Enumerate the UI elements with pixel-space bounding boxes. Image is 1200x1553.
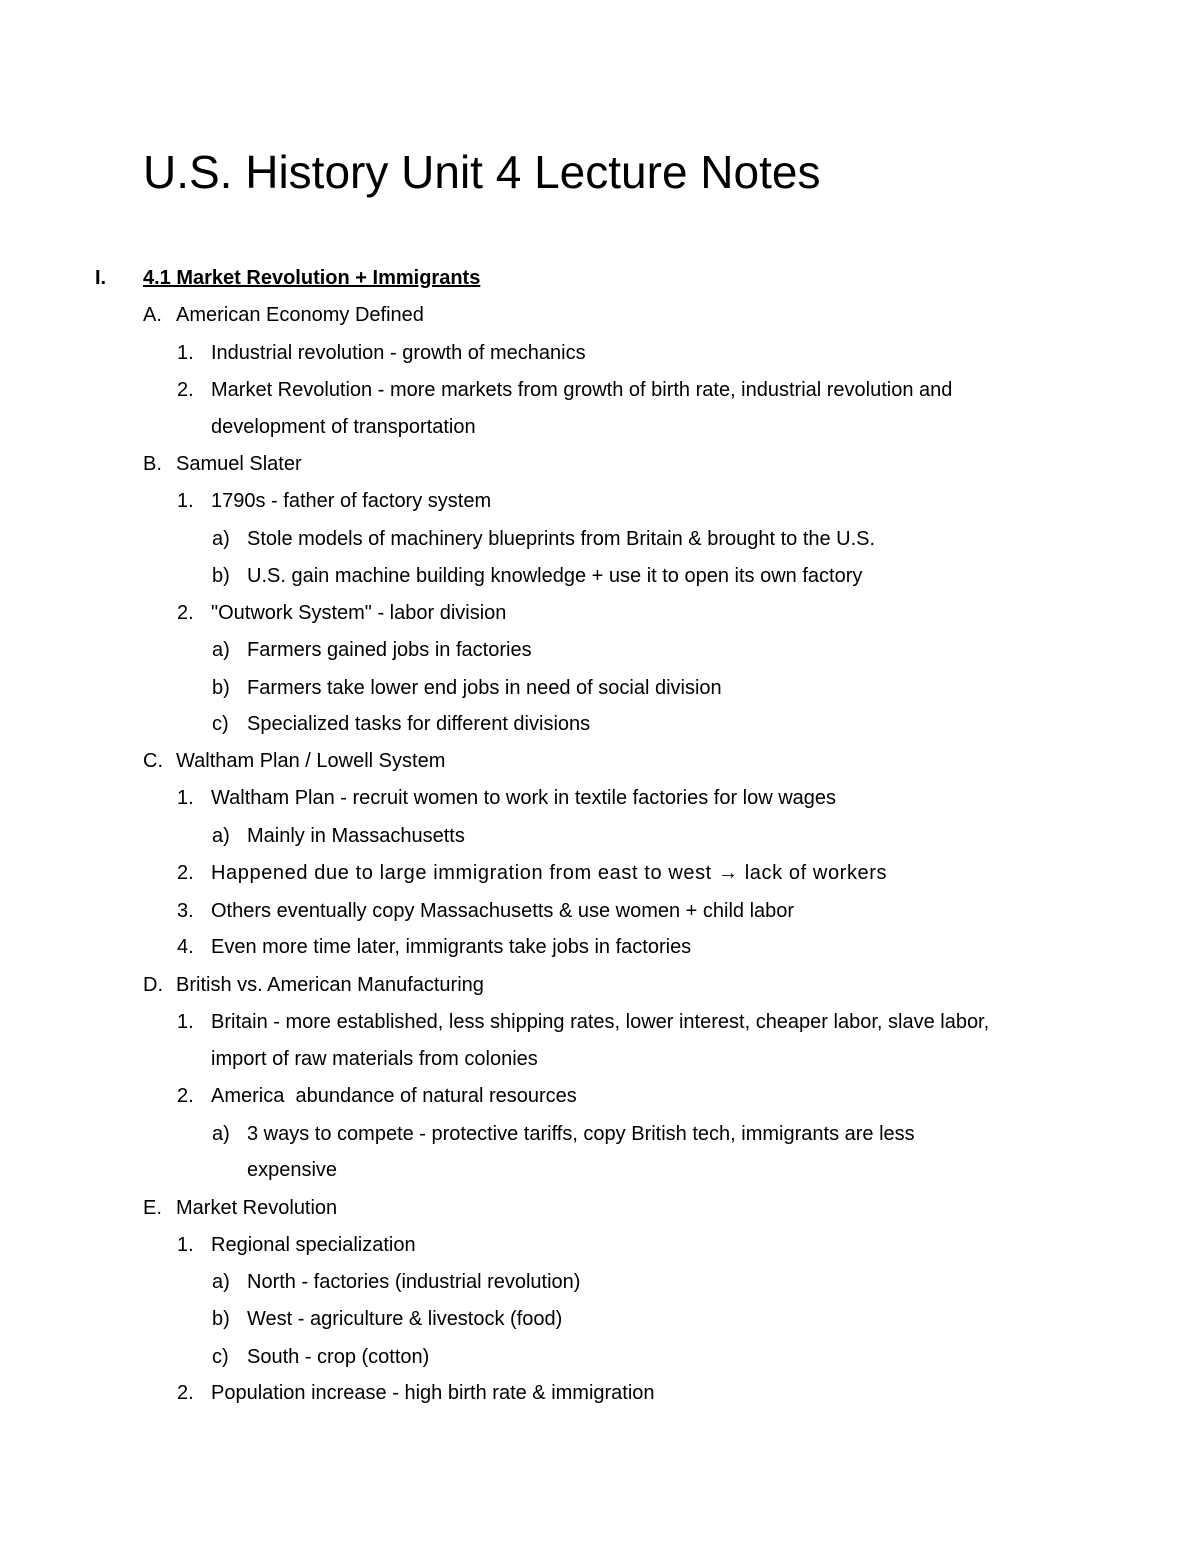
item-marker: a)	[212, 528, 230, 550]
item-text: "Outwork System" - labor division	[211, 602, 507, 624]
item-marker: b)	[212, 677, 230, 699]
item-text: Farmers gained jobs in factories	[247, 639, 532, 661]
item-text: Population increase - high birth rate & immigration	[211, 1382, 655, 1404]
item-text: Even more time later, immigrants take jobs in factories	[211, 936, 692, 958]
item-text: Market Revolution - more markets from growth of birth rate, industrial revolution and	[211, 379, 953, 401]
item-text: South - crop (cotton)	[247, 1346, 430, 1368]
item-text: American Economy Defined	[176, 304, 424, 326]
item-text: Waltham Plan / Lowell System	[176, 750, 446, 772]
item-text: North - factories (industrial revolution)	[247, 1271, 581, 1293]
item-text: Market Revolution	[176, 1197, 338, 1219]
item-marker: c)	[212, 1346, 229, 1368]
item-marker: a)	[212, 639, 230, 661]
item-marker: 3.	[177, 900, 194, 922]
item-marker: 2.	[177, 379, 194, 401]
item-marker: 2.	[177, 602, 194, 624]
item-marker: 2.	[177, 1085, 194, 1107]
item-text: U.S. gain machine building knowledge + use it to open its own factory	[247, 565, 863, 587]
item-marker: 1.	[177, 1011, 194, 1033]
item-marker: 2.	[177, 1382, 194, 1404]
item-text: West - agriculture & livestock (food)	[247, 1308, 563, 1330]
item-marker: C.	[143, 750, 163, 772]
item-marker: B.	[143, 453, 162, 475]
item-text-continued: development of transportation	[211, 416, 476, 438]
item-marker: D.	[143, 974, 163, 996]
item-text: Stole models of machinery blueprints from Britain & brought to the U.S.	[247, 528, 876, 550]
item-text: 3 ways to compete - protective tariffs, copy British tech, immigrants are less	[247, 1123, 915, 1145]
item-marker: 1.	[177, 787, 194, 809]
item-marker: 2.	[177, 862, 194, 884]
item-marker: b)	[212, 565, 230, 587]
item-text: Mainly in Massachusetts	[247, 825, 465, 847]
item-text-continued: expensive	[247, 1159, 338, 1181]
item-marker: 1.	[177, 490, 194, 512]
section-number: I.	[95, 267, 107, 289]
section-heading: 4.1 Market Revolution + Immigrants	[143, 267, 481, 289]
item-text: Industrial revolution - growth of mechanics	[211, 342, 586, 364]
item-text: Britain - more established, less shipping rates, lower interest, cheaper labor, slave labor,	[211, 1011, 990, 1033]
item-text: British vs. American Manufacturing	[176, 974, 484, 996]
item-text: Happened due to large immigration from east to west → lack of workers	[211, 862, 888, 884]
item-marker: 4.	[177, 936, 194, 958]
item-marker: b)	[212, 1308, 230, 1330]
item-marker: a)	[212, 825, 230, 847]
item-marker: A.	[143, 304, 162, 326]
item-marker: 1.	[177, 1234, 194, 1256]
item-text: Specialized tasks for different divisions	[247, 713, 591, 735]
item-text: America abundance of natural resources	[211, 1085, 577, 1107]
item-text: Samuel Slater	[176, 453, 302, 475]
item-text: Others eventually copy Massachusetts & use women + child labor	[211, 900, 795, 922]
page-title: U.S. History Unit 4 Lecture Notes	[143, 146, 821, 198]
item-text: Waltham Plan - recruit women to work in textile factories for low wages	[211, 787, 837, 809]
item-marker: E.	[143, 1197, 162, 1219]
item-marker: 1.	[177, 342, 194, 364]
item-text-continued: import of raw materials from colonies	[211, 1048, 538, 1070]
item-text: 1790s - father of factory system	[211, 490, 492, 512]
item-text: Farmers take lower end jobs in need of social division	[247, 677, 722, 699]
item-text: Regional specialization	[211, 1234, 416, 1256]
item-marker: a)	[212, 1271, 230, 1293]
item-marker: a)	[212, 1123, 230, 1145]
item-marker: c)	[212, 713, 229, 735]
